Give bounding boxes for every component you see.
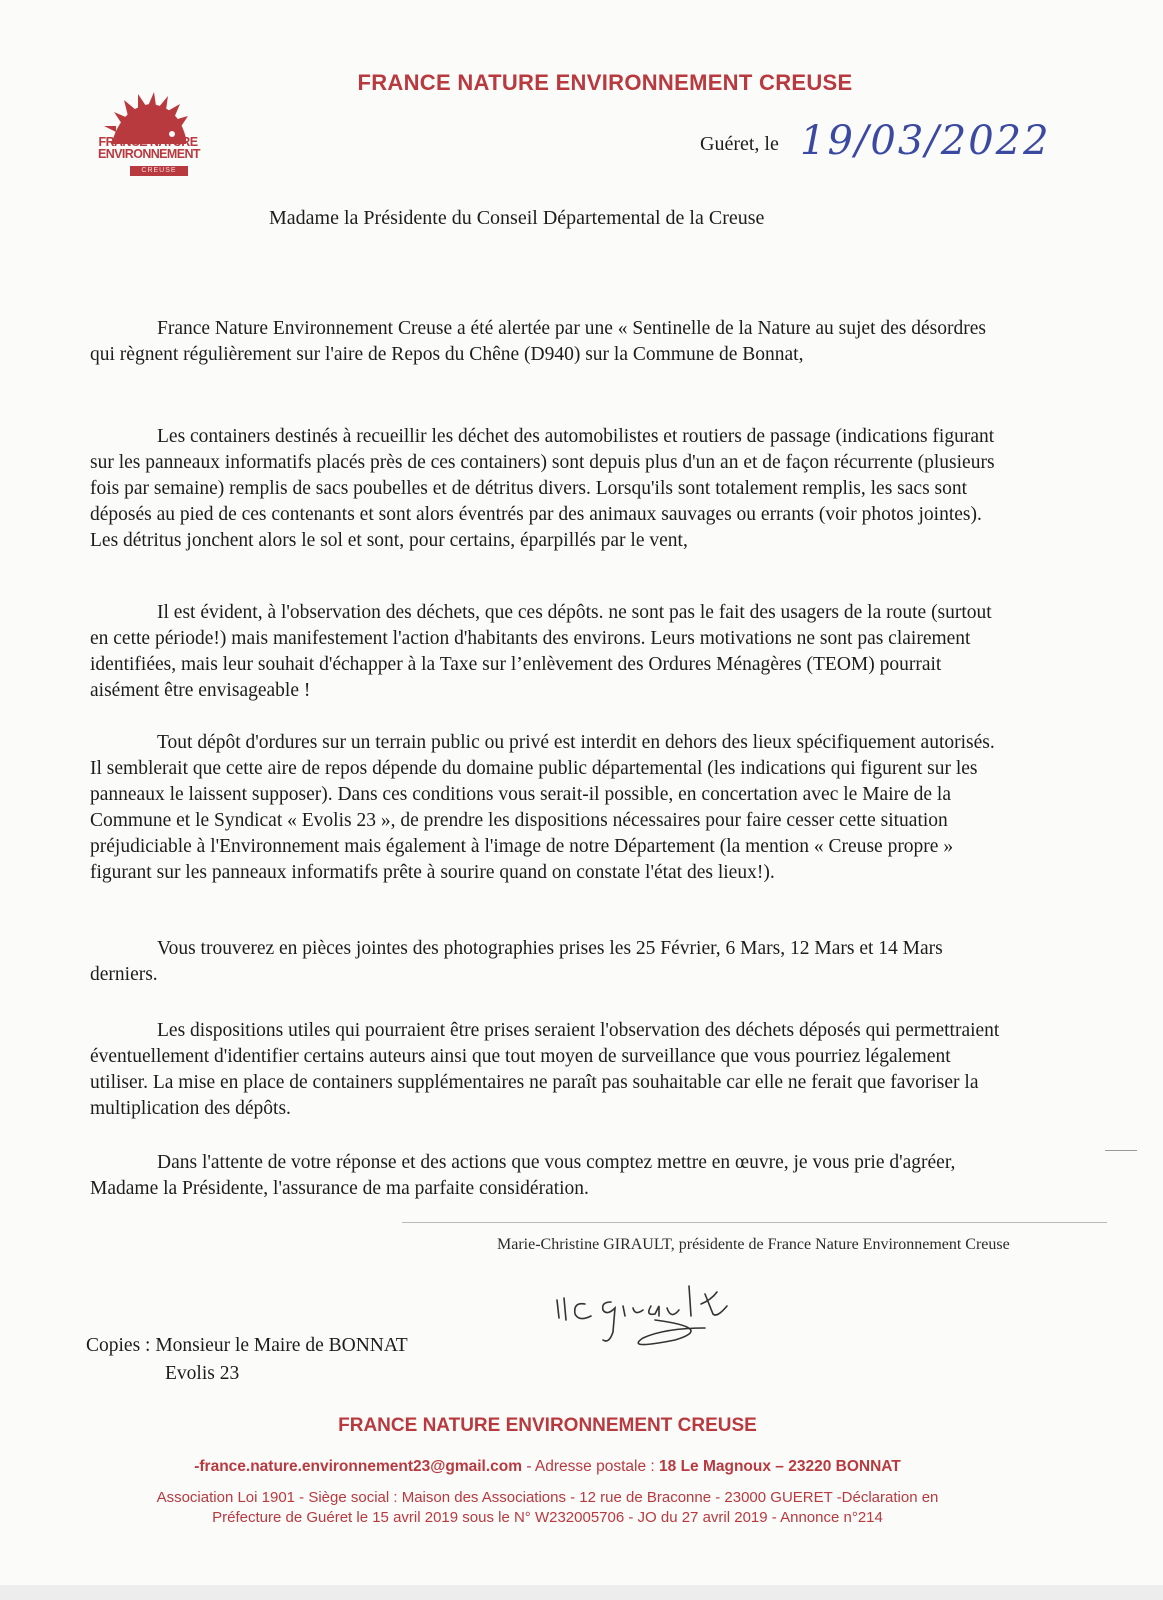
signature-rule xyxy=(402,1222,1107,1223)
letter-body-3 xyxy=(90,600,1005,730)
paragraph-7: Dans l'attente de votre réponse et des actions que vous comptez mettre en œuvre, je vous prie d'agréer, Madame la Présidente, l'assurance de ma parfaite considération. xyxy=(90,1152,956,1199)
footer-title: FRANCE NATURE ENVIRONNEMENT CREUSE xyxy=(338,1415,757,1436)
letter-body-7 xyxy=(90,1150,1005,1228)
copies-line-1: Copies : Monsieur le Maire de BONNAT xyxy=(86,1335,408,1356)
handwritten-signature xyxy=(555,1280,785,1360)
paragraph-2: Les containers destinés à recueillir les déchet des automobilistes et routiers de passage (indications figurant sur les panneaux informatifs placés près de ces containers) sont depuis plus d'un an et de façon récurrente (plusieurs fois par semaine) remplis de sacs poubelles et de détritus divers. Lorsqu'ils sont totalement remplis, les sacs sont déposés au pied de ces contenants et sont alors éventrés par des animaux sauvages ou errants (voir photos jointes). Les détritus jonchent alors le sol et sont, pour certains, éparpillés par le vent, xyxy=(90,426,995,551)
paragraph-5: Vous trouverez en pièces jointes des photographies prises les 25 Février, 6 Mars, 12 Mars et 14 Mars derniers. xyxy=(90,938,943,985)
logo-band: CREUSE xyxy=(130,166,188,176)
scan-edge xyxy=(0,1585,1163,1600)
signatory-line: Marie-Christine GIRAULT, présidente de France Nature Environnement Creuse xyxy=(497,1236,1010,1253)
handwritten-date: 19/03/2022 xyxy=(800,118,1051,164)
footer-legal xyxy=(0,1488,1095,1528)
logo-line-1: FRANCE NATURE xyxy=(98,135,198,149)
copies-line-2: Evolis 23 xyxy=(165,1363,240,1384)
logo-text xyxy=(98,136,198,160)
footer-legal-line-1: Association Loi 1901 - Siège social : Maison des Associations - 12 rue de Braconne - 23000 GUERET -Déclaration en xyxy=(156,1489,939,1506)
fne-logo xyxy=(92,90,202,182)
letter-body-2 xyxy=(90,424,1005,580)
footer-postal-label: - Adresse postale : xyxy=(522,1458,660,1475)
logo-line-2: ENVIRONNEMENT xyxy=(98,147,200,161)
recipient: Madame la Présidente du Conseil Départemental de la Creuse xyxy=(269,207,765,229)
letter-body-6 xyxy=(90,1018,1005,1148)
footer-contact xyxy=(0,1458,1095,1476)
letter-body-5 xyxy=(90,936,1005,1014)
paragraph-6: Les dispositions utiles qui pourraient être prises seraient l'observation des déchets déposés qui permettraient éventuellement d'identifier certains auteurs ainsi que tout moyen de surveillance que vous pourriez légalement utiliser. La mise en place de containers supplémentaires ne paraît pas souhaitable car elle ne ferait que favoriser la multiplication des dépôts. xyxy=(90,1020,1000,1119)
letterhead-title: FRANCE NATURE ENVIRONNEMENT CREUSE xyxy=(357,70,853,95)
copies-block xyxy=(86,1332,408,1388)
paragraph-4: Tout dépôt d'ordures sur un terrain public ou privé est interdit en dehors des lieux spécifiquement autorisés. Il semblerait que cette aire de repos dépende du domaine public départemental (les indications qui figurent sur les panneaux le laissent supposer). Dans ces conditions vous serait-il possible, en concertation avec le Maire de la Commune et le Syndicat « Evolis 23 », de prendre les dispositions nécessaires pour faire cesser cette situation préjudiciable à l'Environnement mais également à l'image de notre Département (la mention « Creuse propre » figurant sur les panneaux informatifs prête à sourire quand on constate l'état des lieux!). xyxy=(90,732,995,883)
footer-legal-line-2: Préfecture de Guéret le 15 avril 2019 sous le N° W232005706 - JO du 27 avril 2019 - Annonce n°214 xyxy=(212,1509,883,1526)
letter-body-4 xyxy=(90,730,1005,912)
margin-mark xyxy=(1105,1150,1137,1151)
letter-body xyxy=(90,316,1005,394)
paragraph-3: Il est évident, à l'observation des déchets, que ces dépôts. ne sont pas le fait des usagers de la route (surtout en cette période!) mais manifestement l'action d'habitants des environs. Leurs motivations ne sont pas clairement identifiées, mais leur souhait d'échapper à la Taxe sur l’enlèvement des Ordures Ménagères (TEOM) pourrait aisément être envisageable ! xyxy=(90,602,992,701)
footer-postal-address: 18 Le Magnoux – 23220 BONNAT xyxy=(659,1458,901,1475)
paragraph-1: France Nature Environnement Creuse a été alertée par une « Sentinelle de la Nature au sujet des désordres qui règnent régulièrement sur l'aire de Repos du Chêne (D940) sur la Commune de Bonnat, xyxy=(90,318,986,365)
date-label: Guéret, le xyxy=(700,133,779,155)
footer-email: -france.nature.environnement23@gmail.com xyxy=(194,1458,523,1475)
